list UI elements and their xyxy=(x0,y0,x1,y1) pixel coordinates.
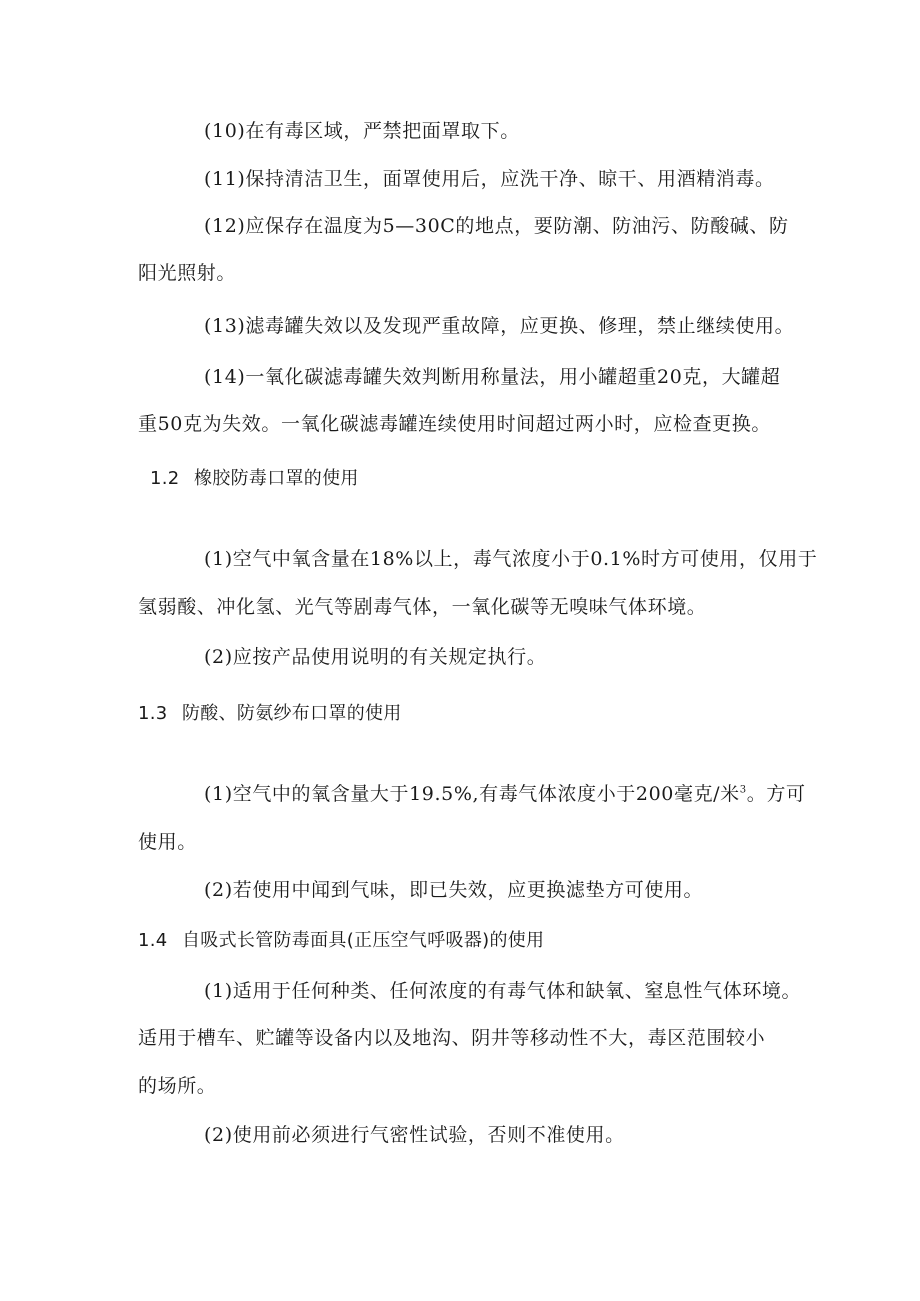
section-number: 1.4 xyxy=(138,930,168,951)
section-number: 1.3 xyxy=(138,703,168,724)
paragraph-line: (2)若使用中闻到气味，即已失效，应更换滤垫方可使用。 xyxy=(204,879,704,901)
paragraph-line: (2)使用前必须进行气密性试验，否则不准使用。 xyxy=(204,1124,625,1146)
paragraph-line: 使用。 xyxy=(138,831,197,853)
paragraph-line: 重50克为失效。一氧化碳滤毒罐连续使用时间超过两小时，应检查更换。 xyxy=(138,413,771,435)
paragraph-line xyxy=(204,781,854,807)
section-heading xyxy=(138,928,788,954)
section-heading xyxy=(150,466,800,492)
paragraph-line: 的场所。 xyxy=(138,1075,217,1097)
paragraph-text: 。方可 xyxy=(746,783,806,805)
paragraph-line: 适用于槽车、贮罐等设备内以及地沟、阴井等移动性不大，毒区范围较小 xyxy=(138,1027,766,1049)
paragraph-line: 氢弱酸、冲化氢、光气等剧毒气体，一氧化碳等无嗅味气体环境。 xyxy=(138,596,707,618)
section-number: 1.2 xyxy=(150,468,180,489)
section-title: 橡胶防毒口罩的使用 xyxy=(194,468,359,489)
paragraph-line: 阳光照射。 xyxy=(138,262,237,284)
superscript: 3 xyxy=(739,784,747,796)
paragraph-line: (10)在有毒区域，严禁把面罩取下。 xyxy=(204,120,520,142)
paragraph-line: (1)适用于任何种类、任何浓度的有毒气体和缺氧、窒息性气体环境。 xyxy=(204,980,802,1002)
section-heading xyxy=(138,701,788,727)
section-title: 自吸式长管防毒面具(正压空气呼吸器)的使用 xyxy=(182,930,545,951)
paragraph-line: (11)保持清洁卫生，面罩使用后，应洗干净、晾干、用酒精消毒。 xyxy=(204,168,775,190)
paragraph-line: (14)一氧化碳滤毒罐失效判断用称量法，用小罐超重20克，大罐超 xyxy=(204,366,781,388)
section-title: 防酸、防氨纱布口罩的使用 xyxy=(182,703,402,724)
paragraph-line: (1)空气中氧含量在18%以上，毒气浓度小于0.1%时方可使用，仅用于 xyxy=(204,548,818,570)
paragraph-line: (12)应保存在温度为5—30C的地点，要防潮、防油污、防酸碱、防 xyxy=(204,215,789,237)
paragraph-text: (1)空气中的氧含量大于19.5%,有毒气体浓度小于200毫克/米 xyxy=(204,783,740,805)
paragraph-line: (13)滤毒罐失效以及发现严重故障，应更换、修理，禁止继续使用。 xyxy=(204,315,795,337)
paragraph-line: (2)应按产品使用说明的有关规定执行。 xyxy=(204,646,547,668)
